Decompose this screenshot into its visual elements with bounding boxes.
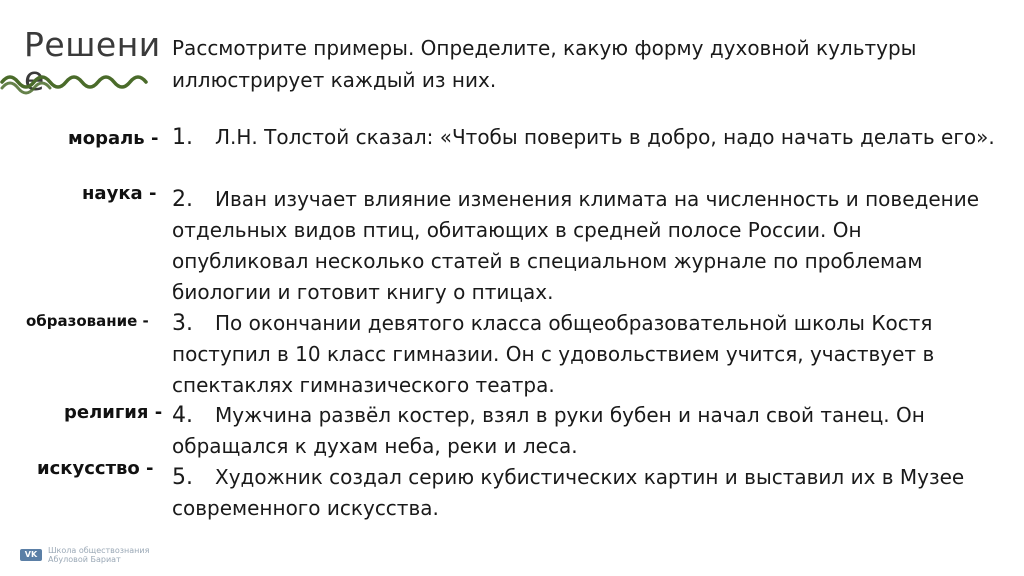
list-item bbox=[172, 400, 1002, 462]
list-item bbox=[172, 462, 1002, 524]
item-text: По окончании девятого класса общеобразовательной школы Костя поступил в 10 класс гимназии. Он с удовольствием учится, участвует в спектаклях гимназического театра. bbox=[172, 311, 935, 397]
answer-label: искусство - bbox=[37, 458, 154, 479]
footer-line-1: Школа обществознания bbox=[48, 546, 150, 555]
item-text: Художник создал серию кубистических картин и выставил их в Музее современного искусства. bbox=[172, 465, 965, 520]
item-text: Иван изучает влияние изменения климата на численность и поведение отдельных видов птиц, обитающих в средней полосе России. Он опубликовал несколько статей в специальном журнале по проблемам биологии и готовит книгу о птицах. bbox=[172, 187, 980, 304]
list-item bbox=[172, 308, 1002, 401]
footer-line-2: Абуловой Бариат bbox=[48, 555, 121, 564]
item-number: 2. bbox=[172, 187, 193, 212]
answer-label: наука - bbox=[82, 183, 157, 204]
slide-title: Решение bbox=[24, 25, 161, 98]
item-text: Л.Н. Толстой сказал: «Чтобы поверить в добро, надо начать делать его». bbox=[215, 125, 995, 149]
vk-logo-icon: VK bbox=[20, 549, 42, 561]
intro-text: Рассмотрите примеры. Определите, какую форму духовной культуры иллюстрирует каждый из них. bbox=[172, 36, 917, 92]
item-number: 5. bbox=[172, 465, 193, 490]
item-text: Мужчина развёл костер, взял в руки бубен и начал свой танец. Он обращался к духам неба, реки и леса. bbox=[172, 403, 925, 458]
item-number: 4. bbox=[172, 403, 193, 428]
list-item bbox=[172, 122, 1002, 153]
list-item bbox=[172, 184, 1002, 308]
footer-watermark bbox=[20, 546, 149, 564]
item-number: 3. bbox=[172, 311, 193, 336]
squiggle-decoration bbox=[0, 70, 150, 100]
answer-label: образование - bbox=[26, 312, 149, 330]
answer-label: религия - bbox=[64, 402, 163, 423]
answer-label: мораль - bbox=[68, 128, 159, 149]
item-number: 1. bbox=[172, 125, 193, 150]
